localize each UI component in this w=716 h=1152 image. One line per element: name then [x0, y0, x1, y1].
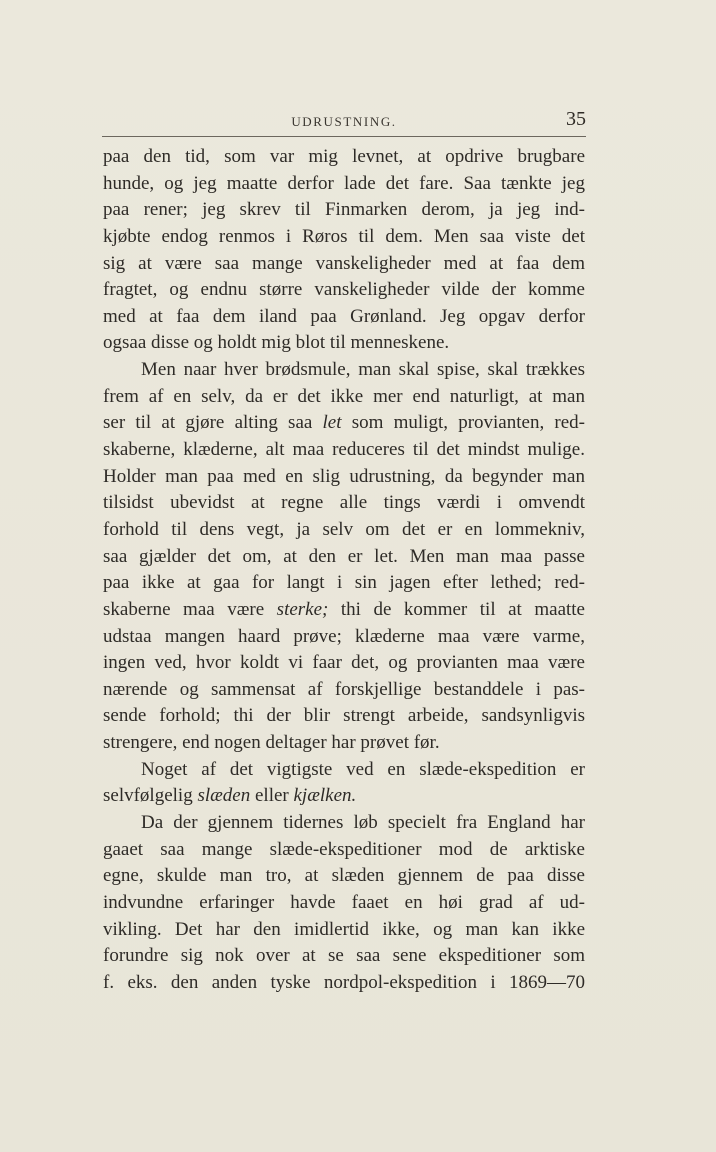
text-segment: paa den tid, som var mig levnet, at opdrive brugbare — [103, 146, 585, 167]
page-number: 35 — [566, 108, 586, 130]
text-segment: fragtet, og endnu større vanskeligheder vilde der komme — [103, 279, 585, 301]
italic-text: kjælken. — [293, 785, 357, 807]
text-segment: Da der gjennem tidernes løb specielt fra England har — [141, 812, 585, 834]
running-head: UDRUSTNING. — [291, 114, 397, 129]
text-line — [103, 410, 585, 437]
text-line — [103, 970, 585, 997]
text-segment: thi de kommer til at maatte — [328, 598, 585, 620]
italic-text: let — [322, 412, 342, 434]
italic-text: sterke; — [276, 598, 329, 620]
text-segment: ogsaa disse og holdt mig blot til menneskene. — [103, 332, 450, 354]
text-segment: paa rener; jeg skrev til Finmarken derom, ja jeg ind- — [103, 199, 585, 221]
text-line — [103, 570, 585, 597]
text-segment: paa ikke at gaa for langt i sin jagen efter lethed; red- — [103, 572, 585, 594]
text-segment: skaberne, klæderne, alt maa reduceres til det mindst mulige. — [103, 439, 585, 461]
text-segment: egne, skulde man tro, at slæden gjennem de paa disse — [103, 865, 585, 887]
text-line — [103, 730, 585, 757]
text-line — [103, 277, 585, 304]
text-line — [103, 837, 585, 864]
text-line — [103, 624, 585, 651]
text-segment: skaberne maa være — [103, 598, 277, 620]
text-segment: Holder man paa med en slig udrustning, da begynder man — [103, 465, 585, 487]
text-segment: sig at være saa mange vanskeligheder med at faa dem — [103, 252, 585, 274]
text-line — [103, 597, 585, 624]
text-segment: frem af en selv, da er det ikke mer end naturligt, at man — [103, 385, 585, 407]
text-segment: Noget af det vigtigste ved en slæde-ekspedition er — [141, 758, 585, 780]
text-segment: ser til at gjøre alting saa — [103, 412, 323, 434]
text-segment: nærende og sammensat af forskjellige bestanddele i pas- — [103, 678, 585, 700]
text-segment: vikling. Det har den imidlertid ikke, og man kan ikke — [103, 918, 585, 940]
text-line — [103, 464, 585, 491]
text-segment: strengere, end nogen deltager har prøvet før. — [103, 732, 440, 754]
text-segment: eller — [250, 785, 294, 807]
text-line — [103, 490, 585, 517]
text-segment: tilsidst ubevidst at regne alle tings værdi i omvendt — [103, 492, 585, 514]
text-segment: sende forhold; thi der blir strengt arbeide, sandsynligvis — [103, 705, 585, 727]
text-segment: Men naar hver brødsmule, man skal spise, skal trækkes — [141, 359, 585, 381]
text-line — [103, 437, 585, 464]
text-line — [103, 703, 585, 730]
text-segment: forhold til dens vegt, ja selv om det er en lommekniv, — [103, 518, 585, 540]
text-segment: kjøbte endog renmos i Røros til dem. Men saa viste det — [103, 225, 585, 247]
text-segment: hunde, og jeg maatte derfor lade det fare. Saa tænkte jeg — [103, 172, 585, 194]
text-segment: forundre sig nok over at se saa sene ekspeditioner som — [103, 945, 585, 967]
text-line — [103, 677, 585, 704]
text-line — [103, 330, 585, 357]
text-line — [103, 890, 585, 917]
text-line — [103, 650, 585, 677]
text-line — [103, 810, 585, 837]
text-segment: f. eks. den anden tyske nordpol-ekspedition i 1869—70 — [103, 971, 585, 993]
text-segment: indvundne erfaringer havde faaet en høi grad af ud- — [103, 891, 585, 913]
text-line — [103, 917, 585, 944]
page-header — [102, 108, 586, 136]
text-line — [103, 304, 585, 331]
text-segment: udstaa mangen haard prøve; klæderne maa være varme, — [103, 625, 585, 647]
text-segment: ingen ved, hvor koldt vi faar det, og provianten maa være — [103, 652, 585, 674]
italic-text: slæden — [197, 785, 251, 807]
body-text — [103, 144, 585, 997]
text-line — [103, 544, 585, 571]
text-line — [103, 384, 585, 411]
text-line — [103, 757, 585, 784]
text-line — [103, 224, 585, 251]
text-line — [103, 197, 585, 224]
text-line — [103, 171, 585, 198]
header-rule — [102, 136, 586, 137]
text-segment: med at faa dem iland paa Grønland. Jeg opgav derfor — [103, 305, 585, 327]
text-line — [103, 251, 585, 278]
text-line — [103, 517, 585, 544]
text-segment: gaaet saa mange slæde-ekspeditioner mod de arktiske — [103, 838, 585, 860]
text-segment: selvfølgelig — [103, 785, 198, 807]
text-line — [103, 144, 585, 171]
text-segment: som muligt, provianten, red- — [341, 412, 585, 434]
text-line — [103, 357, 585, 384]
text-line — [103, 943, 585, 970]
text-line — [103, 783, 585, 810]
text-line — [103, 863, 585, 890]
text-segment: saa gjælder det om, at den er let. Men man maa passe — [103, 545, 585, 567]
